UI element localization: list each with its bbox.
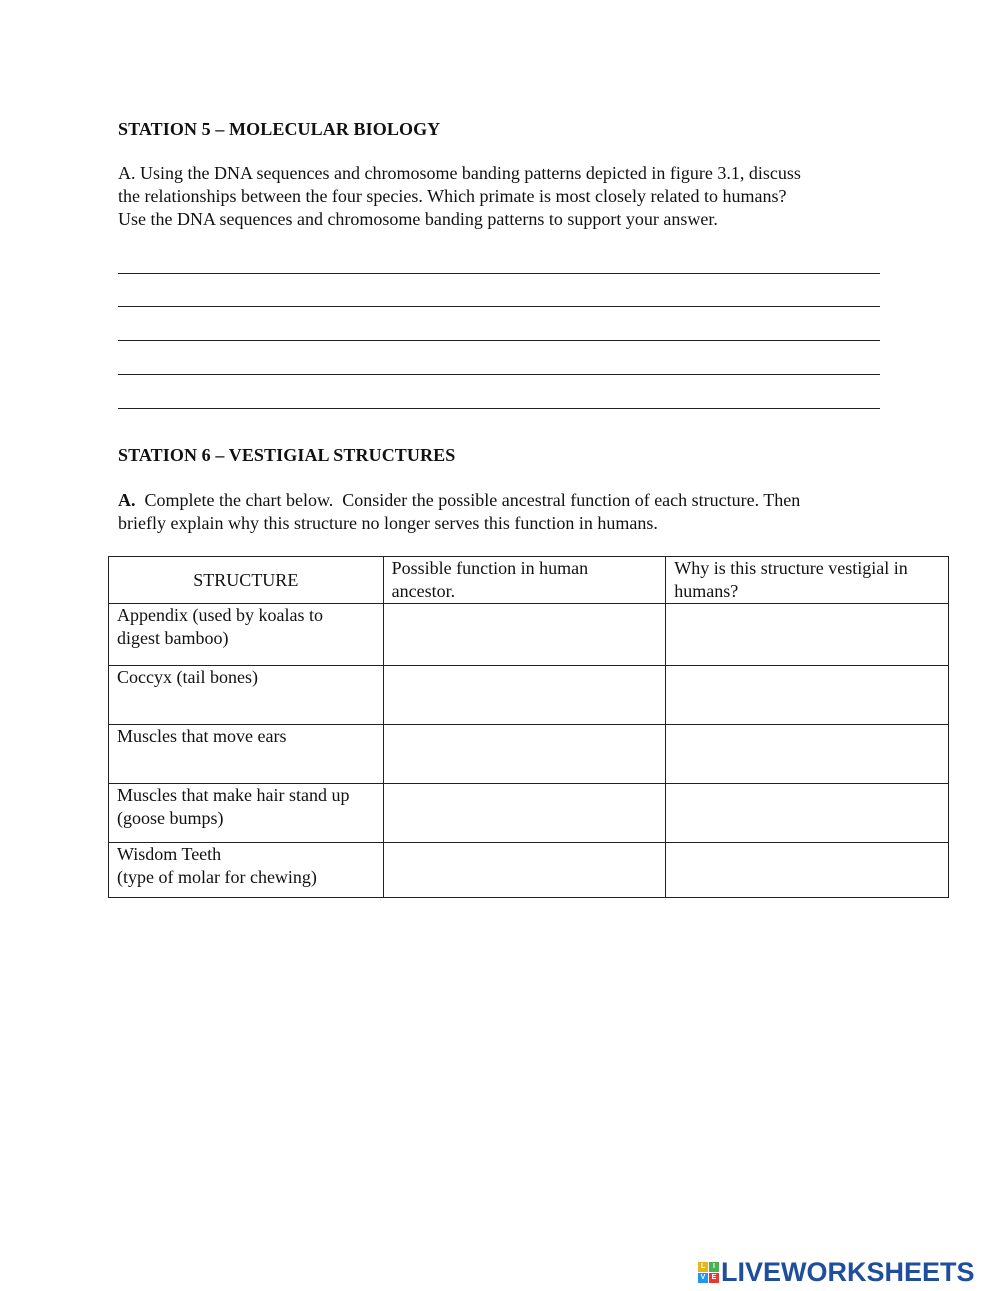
table-header-row: [109, 557, 949, 604]
answer-line[interactable]: [118, 408, 880, 409]
station6-heading: STATION 6 – VESTIGIAL STRUCTURES: [118, 445, 456, 465]
vestigial-answer-cell[interactable]: [666, 604, 949, 666]
liveworksheets-logo: [698, 1257, 975, 1287]
vestigial-answer-cell[interactable]: [666, 666, 949, 725]
function-answer-cell[interactable]: [383, 666, 666, 725]
table-row: [109, 604, 949, 666]
logo-block: V: [698, 1273, 708, 1283]
answer-line[interactable]: [118, 273, 880, 274]
station5-prompt-line: Use the DNA sequences and chromosome banding patterns to support your answer.: [118, 209, 718, 229]
station6-prompt-text: Complete the chart below. Consider the possible ancestral function of each structure. Then: [135, 490, 801, 510]
table-row: [109, 725, 949, 784]
structure-text: Muscles that move ears: [117, 726, 287, 746]
vestigial-answer-cell[interactable]: [666, 725, 949, 784]
function-answer-cell[interactable]: [383, 784, 666, 843]
vestigial-answer-cell[interactable]: [666, 843, 949, 898]
station5-prompt-line: A. Using the DNA sequences and chromosome banding patterns depicted in figure 3.1, discuss: [118, 163, 801, 183]
station5-prompt: [118, 162, 888, 231]
structure-text: Appendix (used by koalas to: [117, 605, 323, 625]
function-answer-cell[interactable]: [383, 604, 666, 666]
station5-heading: STATION 5 – MOLECULAR BIOLOGY: [118, 119, 441, 139]
structure-text: Coccyx (tail bones): [117, 667, 258, 687]
structure-cell: [109, 604, 384, 666]
function-answer-cell[interactable]: [383, 843, 666, 898]
logo-block: I: [709, 1262, 719, 1272]
structure-cell: [109, 666, 384, 725]
structure-text: (goose bumps): [117, 808, 224, 828]
structure-text: (type of molar for chewing): [117, 867, 317, 887]
header-possible-function: [383, 557, 666, 604]
logo-block: L: [698, 1262, 708, 1272]
logo-mark-icon: [698, 1262, 719, 1283]
station5-prompt-line: the relationships between the four species. Which primate is most closely related to humans?: [118, 186, 787, 206]
table-row: [109, 784, 949, 843]
vestigial-answer-cell[interactable]: [666, 784, 949, 843]
answer-line[interactable]: [118, 340, 880, 341]
header-line: Why is this structure vestigial in: [674, 558, 908, 578]
answer-line[interactable]: [118, 374, 880, 375]
table-row: [109, 843, 949, 898]
station6-prompt-label: A.: [118, 490, 136, 510]
structure-cell: [109, 843, 384, 898]
station6-prompt: [118, 489, 888, 535]
function-answer-cell[interactable]: [383, 725, 666, 784]
station6-prompt-line: [118, 489, 888, 512]
header-structure: STRUCTURE: [109, 557, 384, 604]
structure-text: Wisdom Teeth: [117, 844, 222, 864]
logo-block: E: [709, 1273, 719, 1283]
structure-cell: [109, 784, 384, 843]
structure-text: digest bamboo): [117, 628, 229, 648]
answer-line[interactable]: [118, 306, 880, 307]
station6-prompt-line: briefly explain why this structure no longer serves this function in humans.: [118, 513, 658, 533]
structure-cell: [109, 725, 384, 784]
header-line: ancestor.: [391, 581, 456, 601]
vestigial-structures-chart: [108, 556, 949, 898]
header-line: Possible function in human: [391, 558, 589, 578]
header-line: humans?: [674, 581, 739, 601]
header-why-vestigial: [666, 557, 949, 604]
structure-text: Muscles that make hair stand up: [117, 785, 350, 805]
table-row: [109, 666, 949, 725]
logo-text: LIVEWORKSHEETS: [721, 1256, 975, 1287]
